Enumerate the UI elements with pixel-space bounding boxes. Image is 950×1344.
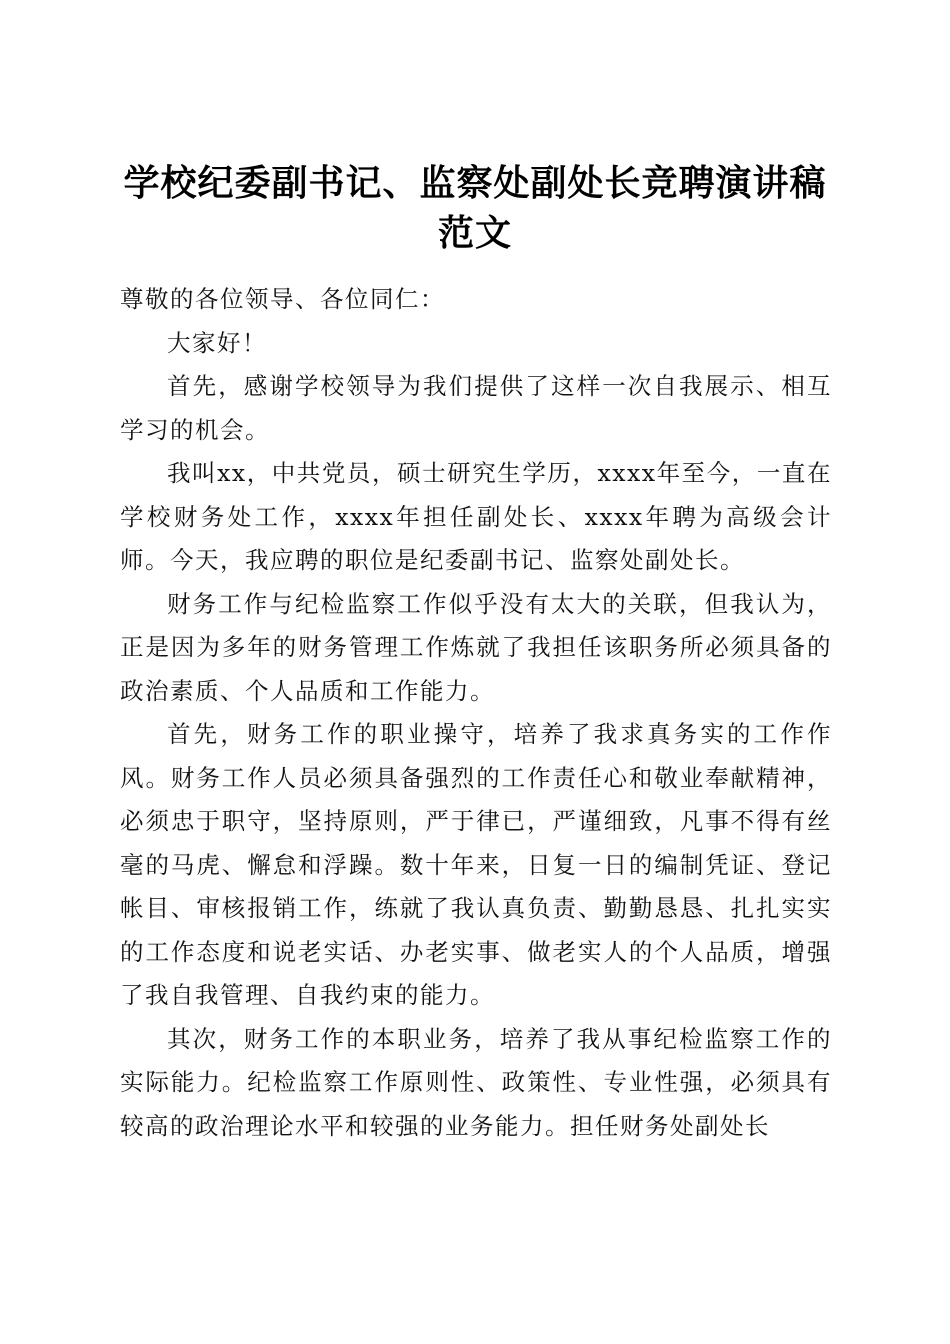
- paragraph-thanks: 首先，感谢学校领导为我们提供了这样一次自我展示、相互学习的机会。: [120, 372, 832, 444]
- paragraph-introduction: 我叫xx，中共党员，硕士研究生学历，xxxx年至今，一直在学校财务处工作，xxxx年担任副处长、xxxx年聘为高级会计师。今天，我应聘的职位是纪委副书记、监察处副处长。: [120, 459, 832, 574]
- document-body: [120, 278, 832, 1148]
- salutation: 尊敬的各位领导、各位同仁：: [120, 285, 445, 313]
- greeting: 大家好！: [167, 328, 267, 357]
- paragraph-relevance: 财务工作与纪检监察工作似乎没有太大的关联，但我认为，正是因为多年的财务管理工作炼就了我担任该职务所必须具备的政治素质、个人品质和工作能力。: [120, 589, 832, 705]
- paragraph-ability: 其次，财务工作的本职业务，培养了我从事纪检监察工作的实际能力。纪检监察工作原则性、政策性、专业性强，必须具有较高的政治理论水平和较强的业务能力。担任财务处副处长: [120, 1024, 832, 1140]
- paragraph-work-style: 首先，财务工作的职业操守，培养了我求真务实的工作作风。财务工作人员必须具备强烈的工作责任心和敬业奉献精神，必须忠于职守，坚持原则，严于律已，严谨细致，凡事不得有丝毫的马虎、懈怠和浮躁。数十年来，日复一日的编制凭证、登记帐目、审核报销工作，练就了我认真负责、勤勤恳恳、扎扎实实的工作态度和说老实话、办老实事、做老实人的个人品质，增强了我自我管理、自我约束的能力。: [120, 720, 832, 1009]
- document-title: 学校纪委副书记、监察处副处长竞聘演讲稿范文: [123, 162, 827, 255]
